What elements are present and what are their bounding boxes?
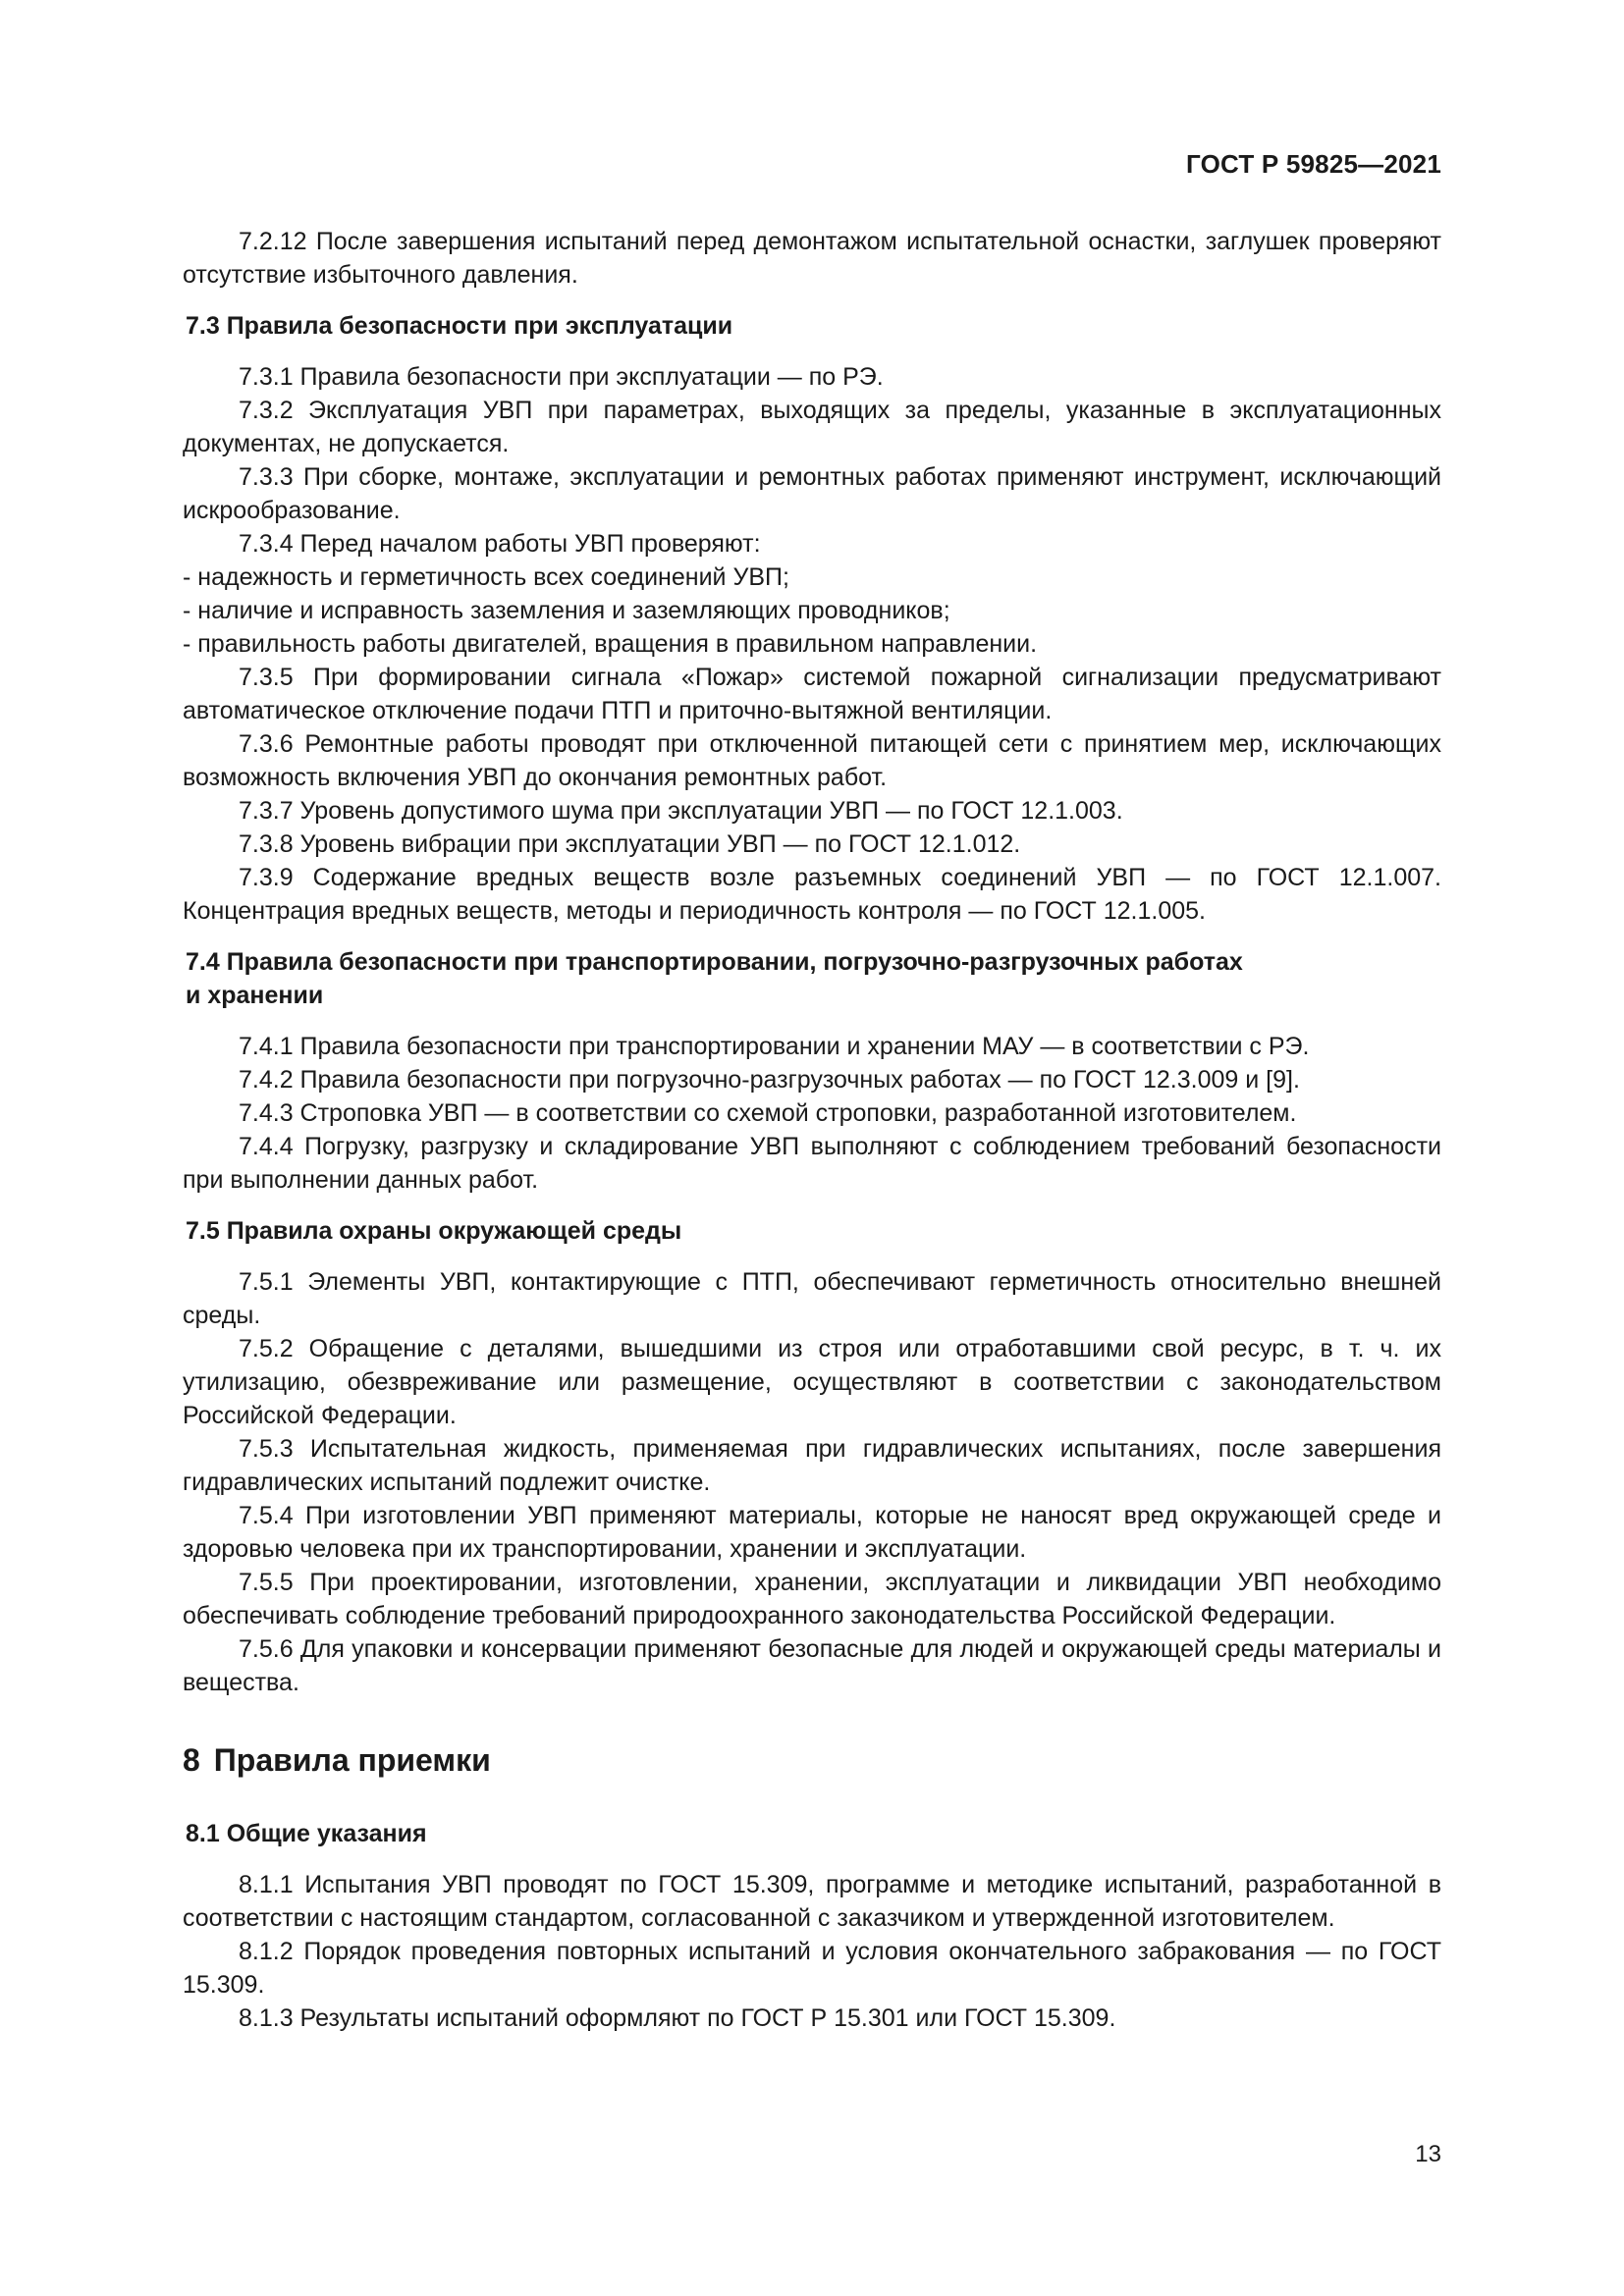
paragraph-7-3-6: 7.3.6 Ремонтные работы проводят при отключенной питающей сети с принятием мер, исключающих возможность включения УВП до окончания ремонтных работ. <box>183 730 1441 791</box>
list-item: - правильность работы двигателей, вращения в правильном направлении. <box>183 630 1038 658</box>
chapter-title: Правила приемки <box>213 1742 491 1778</box>
paragraph-7-3-1: 7.3.1 Правила безопасности при эксплуатации — по РЭ. <box>239 363 884 391</box>
section-heading-7-3: 7.3 Правила безопасности при эксплуатации <box>186 312 733 340</box>
paragraph-7-5-6: 7.5.6 Для упаковки и консервации применяют безопасные для людей и окружающей среды материалы и вещества. <box>183 1635 1441 1696</box>
chapter-number: 8 <box>183 1742 200 1778</box>
paragraph-7-3-5: 7.3.5 При формировании сигнала «Пожар» системой пожарной сигнализации предусматривают автоматическое отключение подачи ПТП и приточно-вытяжной вентиляции. <box>183 664 1441 724</box>
paragraph-7-5-5: 7.5.5 При проектировании, изготовлении, хранении, эксплуатации и ликвидации УВП необходимо обеспечивать соблюдение требований природоохранного законодательства Российской Федерации. <box>183 1569 1441 1629</box>
document-code-header: ГОСТ Р 59825—2021 <box>1186 149 1441 179</box>
page-number: 13 <box>1415 2141 1441 2167</box>
section-heading-8-1: 8.1 Общие указания <box>186 1820 427 1847</box>
paragraph-7-5-1: 7.5.1 Элементы УВП, контактирующие с ПТП, обеспечивают герметичность относительно внешней среды. <box>183 1268 1441 1329</box>
paragraph-7-5-4: 7.5.4 При изготовлении УВП применяют материалы, которые не наносят вред окружающей среде и здоровью человека при их транспортировании, хранении и эксплуатации. <box>183 1502 1441 1563</box>
paragraph-7-3-8: 7.3.8 Уровень вибрации при эксплуатации УВП — по ГОСТ 12.1.012. <box>239 830 1021 858</box>
paragraph-7-3-9: 7.3.9 Содержание вредных веществ возле разъемных соединений УВП — по ГОСТ 12.1.007. Концентрация вредных веществ, методы и периодичность контроля — по ГОСТ 12.1.005. <box>183 864 1441 925</box>
paragraph-7-4-2: 7.4.2 Правила безопасности при погрузочно-разгрузочных работах — по ГОСТ 12.3.009 и [9]. <box>239 1066 1300 1094</box>
paragraph-7-3-4: 7.3.4 Перед началом работы УВП проверяют: <box>239 530 761 558</box>
paragraph-7-3-2: 7.3.2 Эксплуатация УВП при параметрах, выходящих за пределы, указанные в эксплуатационных документах, не допускается. <box>183 397 1441 457</box>
list-item: - наличие и исправность заземления и заземляющих проводников; <box>183 597 950 624</box>
paragraph-7-4-1: 7.4.1 Правила безопасности при транспортировании и хранении МАУ — в соответствии с РЭ. <box>239 1033 1310 1060</box>
list-item: - надежность и герметичность всех соединений УВП; <box>183 563 789 591</box>
paragraph-8-1-2: 8.1.2 Порядок проведения повторных испытаний и условия окончательного забракования — по ГОСТ 15.309. <box>183 1938 1441 1999</box>
page-content <box>183 225 1441 2035</box>
section-heading-7-4 <box>183 945 1441 1012</box>
paragraph-7-2-12: 7.2.12 После завершения испытаний перед демонтажом испытательной оснастки, заглушек проверяют отсутствие избыточного давления. <box>183 228 1441 289</box>
section-heading-7-4-line2: и хранении <box>186 982 324 1009</box>
paragraph-7-3-7: 7.3.7 Уровень допустимого шума при эксплуатации УВП — по ГОСТ 12.1.003. <box>239 797 1123 825</box>
paragraph-7-5-2: 7.5.2 Обращение с деталями, вышедшими из строя или отработавшими свой ресурс, в т. ч. их утилизацию, обезвреживание или размещение, осуществляют в соответствии с законодательством Российской Федерации. <box>183 1335 1441 1429</box>
paragraph-7-4-4: 7.4.4 Погрузку, разгрузку и складирование УВП выполняют с соблюдением требований безопасности при выполнении данных работ. <box>183 1133 1441 1194</box>
section-heading-7-4-line1: 7.4 Правила безопасности при транспортировании, погрузочно-разгрузочных работах <box>186 948 1243 976</box>
paragraph-8-1-1: 8.1.1 Испытания УВП проводят по ГОСТ 15.309, программе и методике испытаний, разработанной в соответствии с настоящим стандартом, согласованной с заказчиком и утвержденной изготовителем. <box>183 1871 1441 1932</box>
chapter-heading-8 <box>183 1740 1441 1780</box>
paragraph-7-3-3: 7.3.3 При сборке, монтаже, эксплуатации и ремонтных работах применяют инструмент, исключающий искрообразование. <box>183 463 1441 524</box>
paragraph-8-1-3: 8.1.3 Результаты испытаний оформляют по ГОСТ Р 15.301 или ГОСТ 15.309. <box>239 2004 1116 2032</box>
paragraph-7-5-3: 7.5.3 Испытательная жидкость, применяемая при гидравлических испытаниях, после завершения гидравлических испытаний подлежит очистке. <box>183 1435 1441 1496</box>
section-heading-7-5: 7.5 Правила охраны окружающей среды <box>186 1217 682 1245</box>
paragraph-7-4-3: 7.4.3 Строповка УВП — в соответствии со схемой строповки, разработанной изготовителем. <box>239 1099 1297 1127</box>
